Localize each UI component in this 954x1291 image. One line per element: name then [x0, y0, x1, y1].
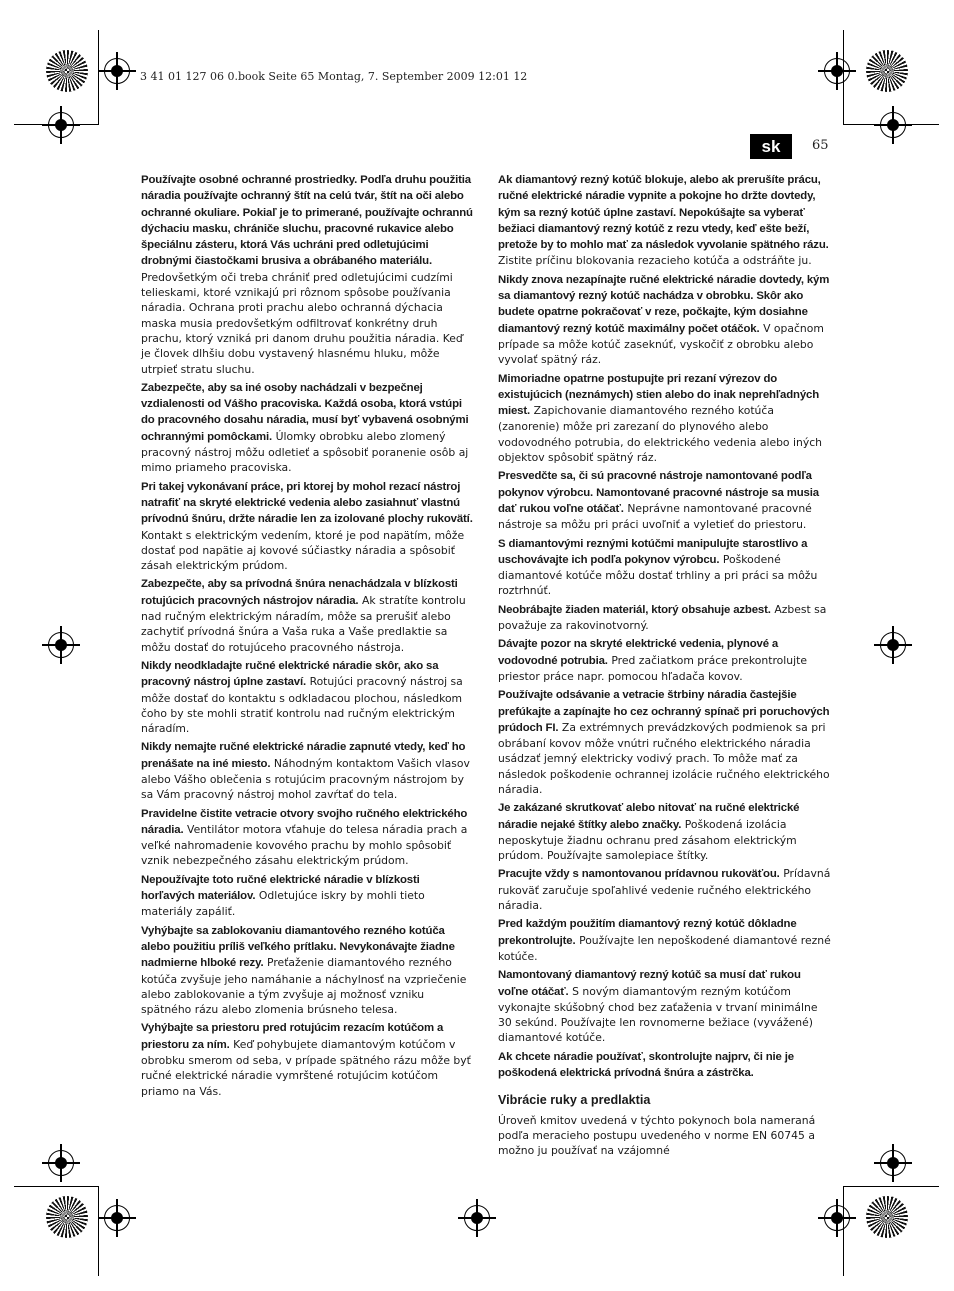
paragraph-lead: Pravidelne čistite vetracie otvory svojho ručného elektrického náradia. — [141, 807, 468, 836]
safety-paragraph — [141, 479, 475, 574]
paragraph-lead: Nikdy neodkladajte ručné elektrické náradie skôr, ako sa pracovný nástroj úplne zastaví. — [141, 659, 439, 689]
safety-paragraph — [141, 806, 475, 869]
trim-line — [14, 1186, 98, 1187]
right-column — [498, 172, 832, 1162]
paragraph-text: Pred začiatkom práce prekontrolujte priestor práce napr. pomocou hľadača kovov. — [498, 653, 807, 683]
paragraph-lead: Pri takej vykonávaní práce, pri ktorej by mohol rezací nástroj natrafiť na skryté elektrické vedenia alebo zasiahnuť vlastnú prívodnú šnúru, držte náradie len za izolované plochy rukovätí. — [141, 480, 473, 526]
paragraph-lead: Pred každým použitím diamantový rezný kotúč dôkladne prekontrolujte. — [498, 918, 797, 947]
safety-paragraph — [498, 272, 832, 368]
registration-mark-icon — [104, 58, 130, 84]
paragraph-lead: Zabezpečte, aby sa iné osoby nachádzali v bezpečnej vzdialenosti od Vášho pracoviska. Každá osoba, ktorá vstúpi do pracovného dosahu náradia, musí byť vybavená osobnými ochrannými pomôckami. — [141, 381, 469, 443]
paragraph-text: Zistite príčinu blokovania rezacieho kotúča a odstráňte ju. — [498, 254, 812, 268]
safety-paragraph — [498, 602, 832, 634]
file-info-header: 3 41 01 127 06 0.book Seite 65 Montag, 7. September 2009 12:01 12 — [140, 70, 528, 83]
paragraph-lead: Presvedčte sa, či sú pracovné nástroje namontované podľa pokynov výrobcu. Namontované pracovné nástroje sa musia dať rukou voľne otáčať. — [498, 470, 819, 515]
paragraph-text: V opačnom prípade sa môže kotúč zaseknúť, vyskočiť z obrobku alebo vyvolať spätný ráz. — [498, 321, 824, 367]
safety-paragraph — [498, 916, 832, 964]
safety-paragraph — [141, 1020, 475, 1098]
registration-mark-icon — [464, 1205, 490, 1231]
safety-paragraph — [141, 923, 475, 1018]
paragraph-lead: Mimoriadne opatrne postupujte pri rezaní výrezov do existujúcich (neznámych) stien alebo do inak neprehľadných miest. — [498, 372, 820, 418]
safety-paragraph — [141, 576, 475, 654]
trim-line — [843, 1186, 939, 1187]
paragraph-text: Ventilátor motora vťahuje do telesa náradia prach a veľké nahromadenie kovového prachu by mohlo spôsobiť vznik nebezpečného zásahu elektrickým prúdom. — [141, 822, 468, 868]
paragraph-text: Úlomky obrobku alebo zlomený pracovný nástroj môžu odletieť a spôsobiť poranenie osôb aj mimo priameho pracoviska. — [141, 429, 469, 475]
safety-paragraph — [498, 967, 832, 1045]
paragraph-lead: Vyhýbajte sa priestoru pred rotujúcim rezacím kotúčom a priestoru za ním. — [141, 1022, 444, 1051]
paragraph-lead: Je zakázané skrutkovať alebo nitovať na ručné elektrické náradie nejaké štítky alebo značky. — [498, 802, 800, 831]
registration-mark-icon — [880, 112, 906, 138]
paragraph-lead: Pracujte vždy s namontovanou prídavnou rukoväťou. — [498, 868, 780, 881]
paragraph-text: Používajte len nepoškodené diamantové rezné kotúče. — [498, 933, 831, 963]
paragraph-text: Rotujúci pracovný nástroj sa môže dostať do kontaktu s odkladacou plochou, následkom čoho by ste mohli stratiť kontrolu nad ručným elektrickým náradím. — [141, 675, 463, 736]
paragraph-text: Keď pohybujete diamantovým kotúčom v obrobku smerom od seba, v prípade spätného rázu môže byť ručné elektrické náradie vymrštené rotujúcim kotúčom priamo na Vás. — [141, 1037, 471, 1098]
paragraph-text: Azbest sa považuje za rakovinotvorný. — [498, 602, 827, 633]
safety-paragraph — [141, 380, 475, 476]
trim-line — [843, 1186, 844, 1276]
paragraph-lead: Ak chcete náradie používať, skontrolujte najprv, či nie je poškodená elektrická prívodná šnúra a zástrčka. — [498, 1050, 794, 1080]
starburst-mark-icon — [46, 50, 88, 92]
paragraph-text: Poškodené diamantové kotúče môžu dostať trhliny a pri práci sa môžu roztrhnúť. — [498, 552, 818, 598]
starburst-mark-icon — [46, 1196, 88, 1238]
paragraph-text: Kontakt s elektrickým vedením, ktoré je pod napätím, môže dostať pod napätie aj kovové súčiastky náradia a spôsobiť zásah elektrickým prúdom. — [141, 528, 465, 573]
paragraph-lead: Nikdy nemajte ručné elektrické náradie zapnuté vtedy, keď ho prenášate na iné miesto. — [141, 741, 466, 770]
paragraph-lead: Dávajte pozor na skryté elektrické vedenia, plynové a vodovodné potrubia. — [498, 638, 779, 667]
paragraph-text: Náhodným kontaktom Vašich vlasov alebo Vášho oblečenia s rotujúcim pracovným nástrojom by sa Vám pracovný nástroj mohol zavŕtať do tela. — [141, 756, 470, 802]
paragraph-text: Prídavná rukoväť zaručuje spoľahlivé vedenie ručného elektrického náradia. — [498, 867, 831, 913]
registration-mark-icon — [48, 1150, 74, 1176]
safety-paragraph — [498, 636, 832, 684]
registration-mark-icon — [824, 58, 850, 84]
registration-mark-icon — [824, 1205, 850, 1231]
safety-paragraph — [498, 172, 832, 269]
paragraph-lead: Používajte odsávanie a vetracie štrbiny náradia častejšie prefúkajte a zapínajte ho cez ochranný spínač pri poruchových prúdoch FI. — [498, 689, 830, 734]
safety-paragraph — [498, 866, 832, 913]
registration-mark-icon — [48, 632, 74, 658]
paragraph-lead: S diamantovými reznými kotúčmi manipulujte starostlivo a uschovávajte ich podľa pokynov výrobcu. — [498, 537, 808, 566]
safety-paragraph — [498, 687, 832, 797]
paragraph-lead: Používajte osobné ochranné prostriedky. Podľa druhu použitia náradia používajte ochranný štít na celú tvár, štít na oči alebo ochranné okuliare. Pokiaľ je to primerané, používajte ochrannú dýchaciu masku, chrániče sluchu, pracovné rukavice alebo špeciálnu zásteru, ktorá Vás uchráni pred odletujúcimi drobnými čiastočkami brusiva a obrábaného materiálu. — [141, 174, 473, 268]
safety-paragraph — [141, 172, 475, 377]
registration-mark-icon — [880, 632, 906, 658]
paragraph-text: Zapichovanie diamantového rezného kotúča (zanorenie) môže pri zarezaní do plynového alebo vodovodného potrubia, do elektrického vedenia alebo iných objektov spôsobiť spätný ráz. — [498, 404, 822, 465]
section-heading: Vibrácie ruky a predlaktia — [498, 1093, 651, 1108]
starburst-mark-icon — [866, 50, 908, 92]
left-column — [141, 172, 475, 1102]
paragraph-lead: Nepoužívajte toto ručné elektrické náradie v blízkosti horľavých materiálov. — [141, 873, 420, 903]
safety-paragraph — [141, 658, 475, 736]
paragraph-text: Predovšetkým oči treba chrániť pred odletujúcimi cudzími telieskami, ktoré vznikajú pri rôznom spôsobe používania náradia. Ochrana proti prachu alebo ochranná dýchacia maska musia predovšetkým odfiltrovať konkrétny druh prachu, ktorý vzniká pri danom druhu použitia náradia. Keď je človek dlhšiu dobu vystavený hlasnému hluku, môže utrpieť stratu sluchu. — [141, 270, 463, 376]
paragraph-text: Neprávne namontované pracovné nástroje sa môžu pri práci uvoľniť a vyletieť do priestoru. — [498, 501, 812, 532]
safety-paragraph — [498, 536, 832, 599]
section-text: Úroveň kmitov uvedená v týchto pokynoch bola nameraná podľa meracieho postupu uvedeného v norme EN 60745 a možno ju používať na vzájomné — [498, 1113, 816, 1158]
paragraph-lead: Zabezpečte, aby sa prívodná šnúra nenachádzala v blízkosti rotujúcich pracovných nástrojov náradia. — [141, 578, 458, 607]
safety-paragraph — [498, 468, 832, 532]
paragraph-lead: Ak diamantový rezný kotúč blokuje, alebo ak prerušíte prácu, ručné elektrické náradie vypnite a pokojne ho držte dovtedy, kým sa rezný kotúč úplne zastaví. Nepokúšajte sa vyberať bežiaci diamantový rezný kotúč z rezu vtedy, keď ešte beží, pretože by to mohlo mať za následok vyvolanie spätného rázu. — [498, 174, 829, 252]
trim-line — [98, 30, 99, 125]
language-tab: sk — [750, 134, 792, 159]
starburst-mark-icon — [866, 1196, 908, 1238]
paragraph-lead: Nikdy znova nezapínajte ručné elektrické náradie dovtedy, kým sa diamantový rezný kotúč nachádza v obrobku. Skôr ako budete opatrne pokračovať v reze, počkajte, kým dosiahne diamantový rezný kotúč maximálny počet otáčok. — [498, 273, 830, 335]
paragraph-text: Odletujúce iskry by mohli tieto materiály zapáliť. — [141, 889, 425, 919]
paragraph-text: Poškodená izolácia neposkytuje žiadnu ochranu pred zásahom elektrickým prúdom. Používajte samolepiace štítky. — [498, 817, 797, 863]
paragraph-text: S novým diamantovým rezným kotúčom vykonajte skúšobný chod bez zaťaženia v trvaní minimálne 30 sekúnd. Používajte len rovnomerne bežiace (vyvážené) diamantové kotúče. — [498, 984, 818, 1045]
registration-mark-icon — [104, 1205, 130, 1231]
safety-paragraph — [498, 1049, 832, 1082]
safety-paragraph — [498, 800, 832, 863]
safety-paragraph — [141, 739, 475, 802]
paragraph-text: Preťaženie diamantového rezného kotúča zvyšuje jeho namáhanie a náchylnosť na vzpriečenie alebo zablokovanie a tým zvyšuje aj možnosť vzniku spätného rázu alebo zlomenia brúsneho telesa. — [141, 956, 467, 1017]
registration-mark-icon — [880, 1150, 906, 1176]
paragraph-lead: Neobrábajte žiaden materiál, ktorý obsahuje azbest. — [498, 603, 771, 616]
safety-paragraph — [141, 872, 475, 920]
page-number: 65 — [812, 138, 829, 153]
registration-mark-icon — [48, 112, 74, 138]
safety-paragraph — [498, 371, 832, 466]
paragraph-text: Za extrémnych prevádzkových podmienok sa pri obrábaní kovov môže vnútri ručného elektrického náradia usádzať jemný elektricky vodivý prach. To môže mať za následok poškodenie ochrannej izolácie ručného elektrického náradia. — [498, 720, 830, 796]
trim-line — [98, 1186, 99, 1276]
paragraph-text: Ak stratíte kontrolu nad ručným elektrickým náradím, môže sa prerušiť alebo zachytiť prívodná šnúra a Vaša ruka a Vaše predlaktie sa môžu dostať do rotujúceho pracovného nástroja. — [141, 593, 466, 654]
paragraph-lead: Namontovaný diamantový rezný kotúč sa musí dať rukou voľne otáčať. — [498, 969, 801, 998]
paragraph-lead: Vyhýbajte sa zablokovaniu diamantového rezného kotúča alebo použitiu príliš veľkého prítlaku. Nevykonávajte žiadne nadmierne hlboké rezy. — [141, 924, 455, 970]
